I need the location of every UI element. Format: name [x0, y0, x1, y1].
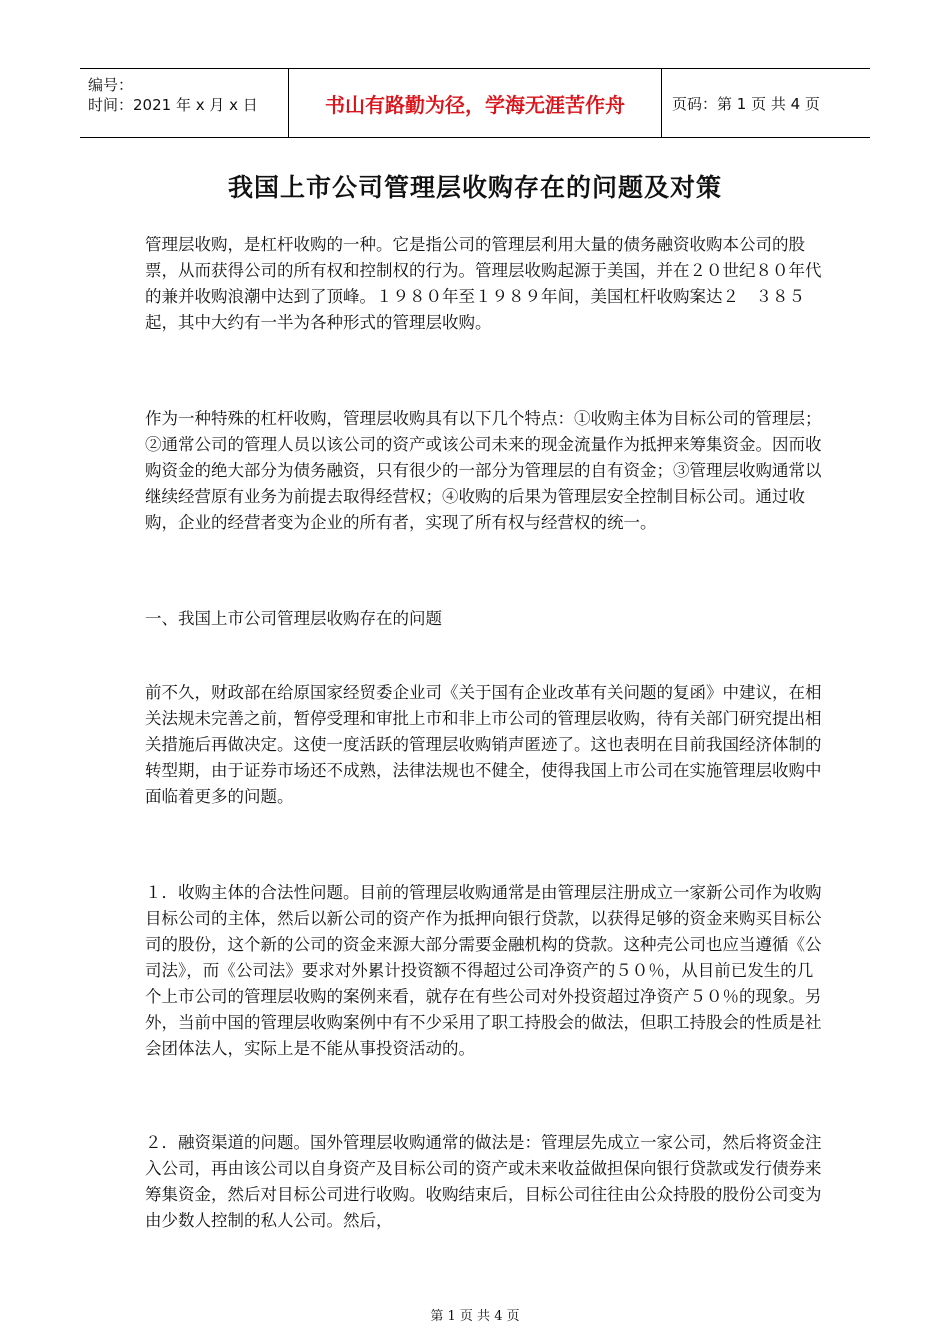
paragraph-intro: [145, 232, 825, 336]
paragraph-features: [145, 406, 825, 536]
header-motto: 书山有路勤为径，学海无涯苦作舟: [289, 69, 662, 137]
paragraph-item-2: [145, 1130, 825, 1234]
header-meta-cell: [80, 69, 289, 137]
number-label: 编号：: [88, 76, 134, 94]
paragraph: 作为一种特殊的杠杆收购，管理层收购具有以下几个特点：①收购主体为目标公司的管理层；②通常公司的管理人员以该公司的资产或该公司未来的现金流量作为抵押来筹集资金。因而收购资金的绝大部分为债务融资，只有很少的一部分为管理层的自有资金；③管理层收购通常以继续经营原有业务为前提去取得经营权；④收购的后果为管理层安全控制目标公司。通过收购，企业的经营者变为企业的所有者，实现了所有权与经营权的统一。: [145, 409, 822, 532]
page-footer: 第 1 页 共 4 页: [430, 1309, 520, 1324]
time-label: 时间：2021 年 x 月 x 日: [88, 96, 258, 114]
paragraph: １．收购主体的合法性问题。目前的管理层收购通常是由管理层注册成立一家新公司作为收购目标公司的主体，然后以新公司的资产作为抵押向银行贷款，以获得足够的资金来购买目标公司的股份，这个新的公司的资金来源大部分需要金融机构的贷款。这种壳公司也应当遵循《公司法》，而《公司法》要求对外累计投资额不得超过公司净资产的５０％，从目前已发生的几个上市公司的管理层收购的案例来看，就存在有些公司对外投资超过净资产５０％的现象。另外，当前中国的管理层收购案例中有不少采用了职工持股会的做法，但职工持股会的性质是社会团体法人，实际上是不能从事投资活动的。: [145, 883, 822, 1058]
paragraph-background: [145, 680, 825, 810]
paragraph: ２．融资渠道的问题。国外管理层收购通常的做法是：管理层先成立一家公司，然后将资金注入公司，再由该公司以自身资产及目标公司的资产或未来收益做担保向银行贷款或发行债券来筹集资金，然后对目标公司进行收购。收购结束后，目标公司往往由公众持股的股份公司变为由少数人控制的私人公司。然后，: [145, 1133, 822, 1230]
section-heading-text: 一、我国上市公司管理层收购存在的问题: [145, 609, 442, 628]
document-title: 我国上市公司管理层收购存在的问题及对策: [227, 173, 722, 202]
paragraph-item-1: [145, 880, 825, 1062]
paragraph: 管理层收购，是杠杆收购的一种。它是指公司的管理层利用大量的债务融资收购本公司的股票，从而获得公司的所有权和控制权的行为。管理层收购起源于美国，并在２０世纪８０年代的兼并收购浪潮中达到了顶峰。１９８０年至１９８９年间，美国杠杆收购案达２ ３８５起，其中大约有一半为各种形式的管理层收购。: [145, 235, 822, 332]
paragraph: 前不久，财政部在给原国家经贸委企业司《关于国有企业改革有关问题的复函》中建议，在相关法规未完善之前，暂停受理和审批上市和非上市公司的管理层收购，待有关部门研究提出相关措施后再做决定。这使一度活跃的管理层收购销声匿迹了。这也表明在目前我国经济体制的转型期，由于证券市场还不成熟，法律法规也不健全，使得我国上市公司在实施管理层收购中面临着更多的问题。: [145, 683, 822, 806]
section-heading: [145, 606, 825, 632]
header-page-info: 页码：第 1 页 共 4 页: [672, 94, 820, 113]
header-table: [80, 68, 870, 138]
